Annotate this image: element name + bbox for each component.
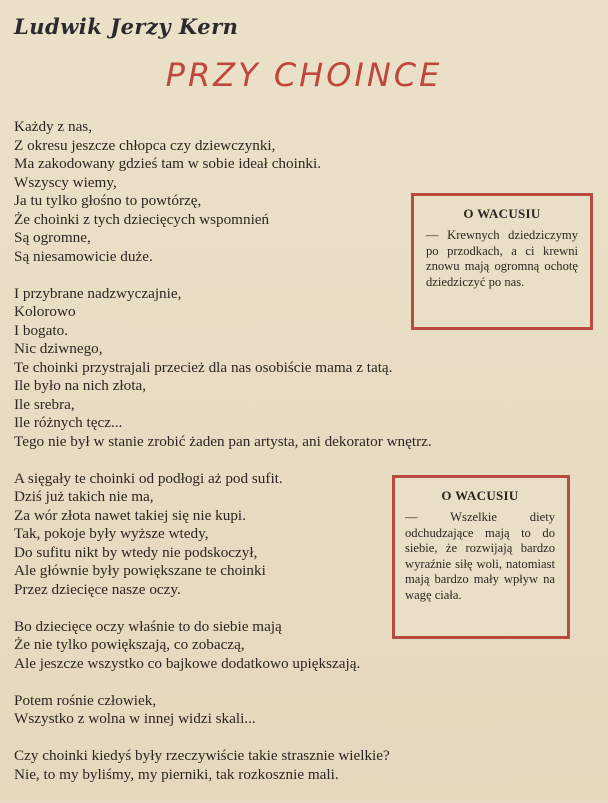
- poem-line: Są niesamowicie duże.: [14, 247, 153, 265]
- poem-line: Czy choinki kiedyś były rzeczywiście takie strasznie wielkie?: [14, 747, 390, 764]
- poem-line: Ma zakodowany gdzieś tam w sobie ideał choinki.: [14, 155, 322, 172]
- poem-line: Każdy z nas,: [14, 118, 93, 135]
- poem-line: Potem rośnie człowiek,: [14, 691, 157, 709]
- poem-line: Przez dziecięce nasze oczy.: [14, 580, 181, 598]
- sidebar-box-1: [411, 193, 593, 330]
- poem-line: Wszyscy wiemy,: [14, 173, 117, 191]
- author-name: Ludwik Jerzy Kern: [14, 14, 239, 39]
- poem-line: A sięgały te choinki od podłogi aż pod sufit.: [14, 469, 283, 487]
- poem-line: Z okresu jeszcze chłopca czy dziewczynki,: [14, 136, 276, 154]
- poem-line: Ja tu tylko głośno to powtórzę,: [14, 192, 202, 209]
- poem-line: Bo dziecięce oczy właśnie to do siebie mają: [14, 617, 282, 635]
- poem-line: Ile srebra,: [14, 395, 75, 413]
- poem-line: Że nie tylko powiększają, co zobaczą,: [14, 636, 245, 653]
- poem-line: Że choinki z tych dziecięcych wspomnień: [14, 210, 270, 228]
- sidebar-box-2: [392, 475, 570, 639]
- poem-line: I przybrane nadzwyczajnie,: [14, 284, 182, 302]
- poem-stanza: [14, 747, 604, 784]
- poem-line: Tego nie był w stanie zrobić żaden pan artysta, ani dekorator wnętrz.: [14, 432, 432, 450]
- poem-line: Ile różnych tęcz...: [14, 414, 123, 431]
- poem-stanza: [14, 692, 604, 729]
- poem-line: Ale głównie były powiększane te choinki: [14, 562, 266, 579]
- sidebar-title: O WACUSIU: [441, 488, 519, 503]
- poem-line: Tak, pokoje były wyższe wtedy,: [14, 525, 209, 542]
- poem-line: Wszystko z wolna w innej widzi skali...: [14, 710, 256, 727]
- poem-line: Ile było na nich złota,: [14, 377, 147, 394]
- poem-line: Kolorowo: [14, 303, 76, 320]
- poem-line: Nic dziwnego,: [14, 340, 103, 357]
- poem-line: I bogato.: [14, 321, 68, 339]
- article-title: PRZY CHOINCE: [165, 56, 443, 94]
- poem-line: Nie, to my byliśmy, my pierniki, tak rozkosznie mali.: [14, 765, 339, 783]
- sidebar-text: — Krewnych dziedziczymy po przodkach, a ci krewni znowu mają ogromną ochotę dziedziczyć po nas.: [426, 228, 578, 289]
- poem-line: Te choinki przystrajali przecież dla nas osobiście mama z tatą.: [14, 358, 393, 376]
- sidebar-text: — Wszelkie diety odchudzające mają to do siebie, że rozwijają bardzo wyraźnie siłę woli, natomiast mają bardzo mały wpływ na wagę ciała.: [405, 510, 555, 602]
- poem-line: Dziś już takich nie ma,: [14, 488, 154, 505]
- poem-line: Są ogromne,: [14, 229, 91, 246]
- poem-line: Do sufitu nikt by wtedy nie podskoczył,: [14, 543, 258, 561]
- sidebar-title: O WACUSIU: [463, 206, 541, 221]
- poem-line: Ale jeszcze wszystko co bajkowe dodatkowo upiększają.: [14, 654, 361, 672]
- poem-line: Za wór złota nawet takiej się nie kupi.: [14, 506, 246, 524]
